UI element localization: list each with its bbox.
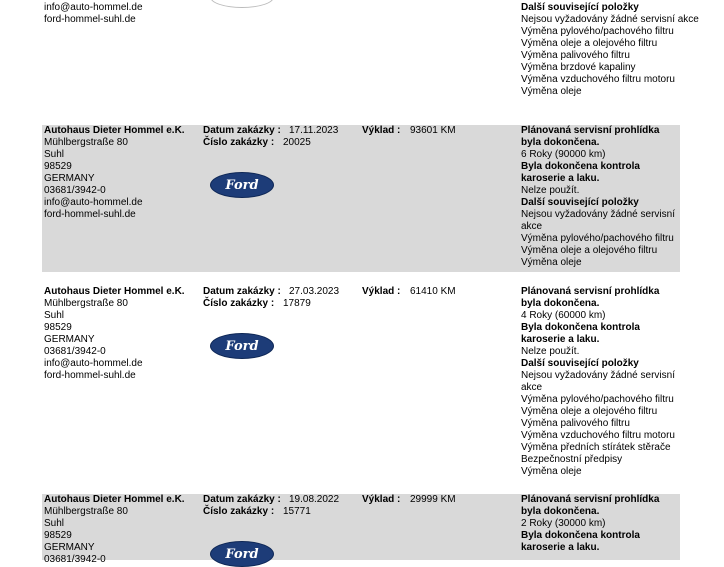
mileage-label: Výklad : xyxy=(362,125,401,136)
previous-record-continuation xyxy=(0,0,724,112)
service-line: Výměna pylového/pachového filtru xyxy=(521,394,674,405)
order-number-value: 17879 xyxy=(283,298,311,309)
service-line: Výměna oleje a olejového filtru xyxy=(521,38,658,49)
mileage-value: 29999 KM xyxy=(410,494,456,505)
service-record xyxy=(42,286,680,482)
dealer-name: Autohaus Dieter Hommel e.K. xyxy=(44,494,185,505)
service-line: Nelze použít. xyxy=(521,346,580,357)
mileage-value: 61410 KM xyxy=(410,286,456,297)
dealer-address-line: Mühlbergstraße 80 xyxy=(44,137,128,148)
dealer-address-line: GERMANY xyxy=(44,542,95,553)
order-number-label: Číslo zakázky : xyxy=(203,298,275,309)
mileage-value: 93601 KM xyxy=(410,125,456,136)
dealer-address-line: Mühlbergstraße 80 xyxy=(44,298,128,309)
service-line: Výměna palivového filtru xyxy=(521,50,630,61)
service-line: Plánovaná servisní prohlídka byla dokončena. xyxy=(521,125,660,148)
service-line: Nejsou vyžadovány žádné servisní akce xyxy=(521,209,675,232)
order-number-label: Číslo zakázky : xyxy=(203,137,275,148)
dealer-address-line: Suhl xyxy=(44,518,65,529)
service-items xyxy=(521,494,681,554)
service-items xyxy=(521,286,681,478)
dealer-address-line: 98529 xyxy=(44,322,72,333)
order-number-label: Číslo zakázky : xyxy=(203,506,275,517)
ford-logo-text: Ford xyxy=(225,546,259,562)
dealer-address-line: 98529 xyxy=(44,530,72,541)
service-line: Výměna pylového/pachového filtru xyxy=(521,233,674,244)
order-date-value: 17.11.2023 xyxy=(289,125,339,136)
service-line: Nejsou vyžadovány žádné servisní akce xyxy=(521,14,699,25)
dealer-address-line: 03681/3942-0 xyxy=(44,554,106,565)
service-line: Další související položky xyxy=(521,358,639,369)
dealer-address-line: Mühlbergstraße 80 xyxy=(44,506,128,517)
order-date-value: 27.03.2023 xyxy=(289,286,340,297)
order-date-label: Datum zakázky : xyxy=(203,494,281,505)
order-number-value: 15771 xyxy=(283,506,311,517)
dealer-line: ford-hommel-suhl.de xyxy=(44,14,136,25)
service-line: Výměna palivového filtru xyxy=(521,418,630,429)
ford-logo-text: Ford xyxy=(225,177,259,193)
ford-logo xyxy=(210,172,274,198)
service-record xyxy=(42,494,680,565)
service-line: Výměna oleje xyxy=(521,466,582,477)
ford-logo-partial xyxy=(210,0,274,8)
dealer-line: info@auto-hommel.de xyxy=(44,2,143,13)
dealer-address-line: 98529 xyxy=(44,161,72,172)
service-line: Byla dokončena kontrola karoserie a laku. xyxy=(521,322,640,345)
service-line: Výměna oleje a olejového filtru xyxy=(521,406,658,417)
service-line: Výměna vzduchového filtru motoru xyxy=(521,74,675,85)
dealer-address-line: Suhl xyxy=(44,310,65,321)
service-line: Plánovaná servisní prohlídka byla dokončena. xyxy=(521,286,660,309)
service-line: Byla dokončena kontrola karoserie a laku. xyxy=(521,161,640,184)
service-line: Byla dokončena kontrola karoserie a laku. xyxy=(521,530,640,553)
service-line: 6 Roky (90000 km) xyxy=(521,149,606,160)
dealer-address-line: Suhl xyxy=(44,149,65,160)
mileage-label: Výklad : xyxy=(362,494,401,505)
service-line: Další související položky xyxy=(521,197,639,208)
dealer-name: Autohaus Dieter Hommel e.K. xyxy=(44,286,185,297)
service-line: Výměna oleje xyxy=(521,257,582,268)
order-date-value: 19.08.2022 xyxy=(289,494,340,505)
service-line: Další související položky xyxy=(521,2,639,13)
service-line: Výměna brzdové kapaliny xyxy=(521,62,636,73)
ford-logo xyxy=(210,333,274,359)
dealer-address-line: GERMANY xyxy=(44,173,95,184)
mileage-label: Výklad : xyxy=(362,286,401,297)
dealer-address-line: 03681/3942-0 xyxy=(44,346,106,357)
dealer-address-line: ford-hommel-suhl.de xyxy=(44,209,136,220)
dealer-name: Autohaus Dieter Hommel e.K. xyxy=(44,125,185,136)
order-number-value: 20025 xyxy=(283,137,311,148)
dealer-address-line: ford-hommel-suhl.de xyxy=(44,370,136,381)
dealer-address-line: info@auto-hommel.de xyxy=(44,358,143,369)
service-record xyxy=(42,125,680,272)
service-line: 4 Roky (60000 km) xyxy=(521,310,606,321)
service-line: Výměna oleje xyxy=(521,86,582,97)
service-line: Výměna vzduchového filtru motoru xyxy=(521,430,675,441)
service-line: 2 Roky (30000 km) xyxy=(521,518,606,529)
order-date-label: Datum zakázky : xyxy=(203,286,281,297)
dealer-address-line: GERMANY xyxy=(44,334,95,345)
service-line: Výměna předních stírátek stěrače xyxy=(521,442,671,453)
ford-logo-text: Ford xyxy=(225,338,259,354)
service-line: Nelze použít. xyxy=(521,185,580,196)
service-line: Výměna pylového/pachového filtru xyxy=(521,26,674,37)
order-date-label: Datum zakázky : xyxy=(203,125,281,136)
service-items xyxy=(521,125,681,269)
service-line: Nejsou vyžadovány žádné servisní akce xyxy=(521,370,675,393)
dealer-address-line: info@auto-hommel.de xyxy=(44,197,143,208)
service-line: Výměna oleje a olejového filtru xyxy=(521,245,658,256)
dealer-address-line: 03681/3942-0 xyxy=(44,185,106,196)
service-line: Plánovaná servisní prohlídka byla dokončena. xyxy=(521,494,660,517)
service-line: Bezpečnostní předpisy xyxy=(521,454,623,465)
ford-logo xyxy=(210,541,274,567)
